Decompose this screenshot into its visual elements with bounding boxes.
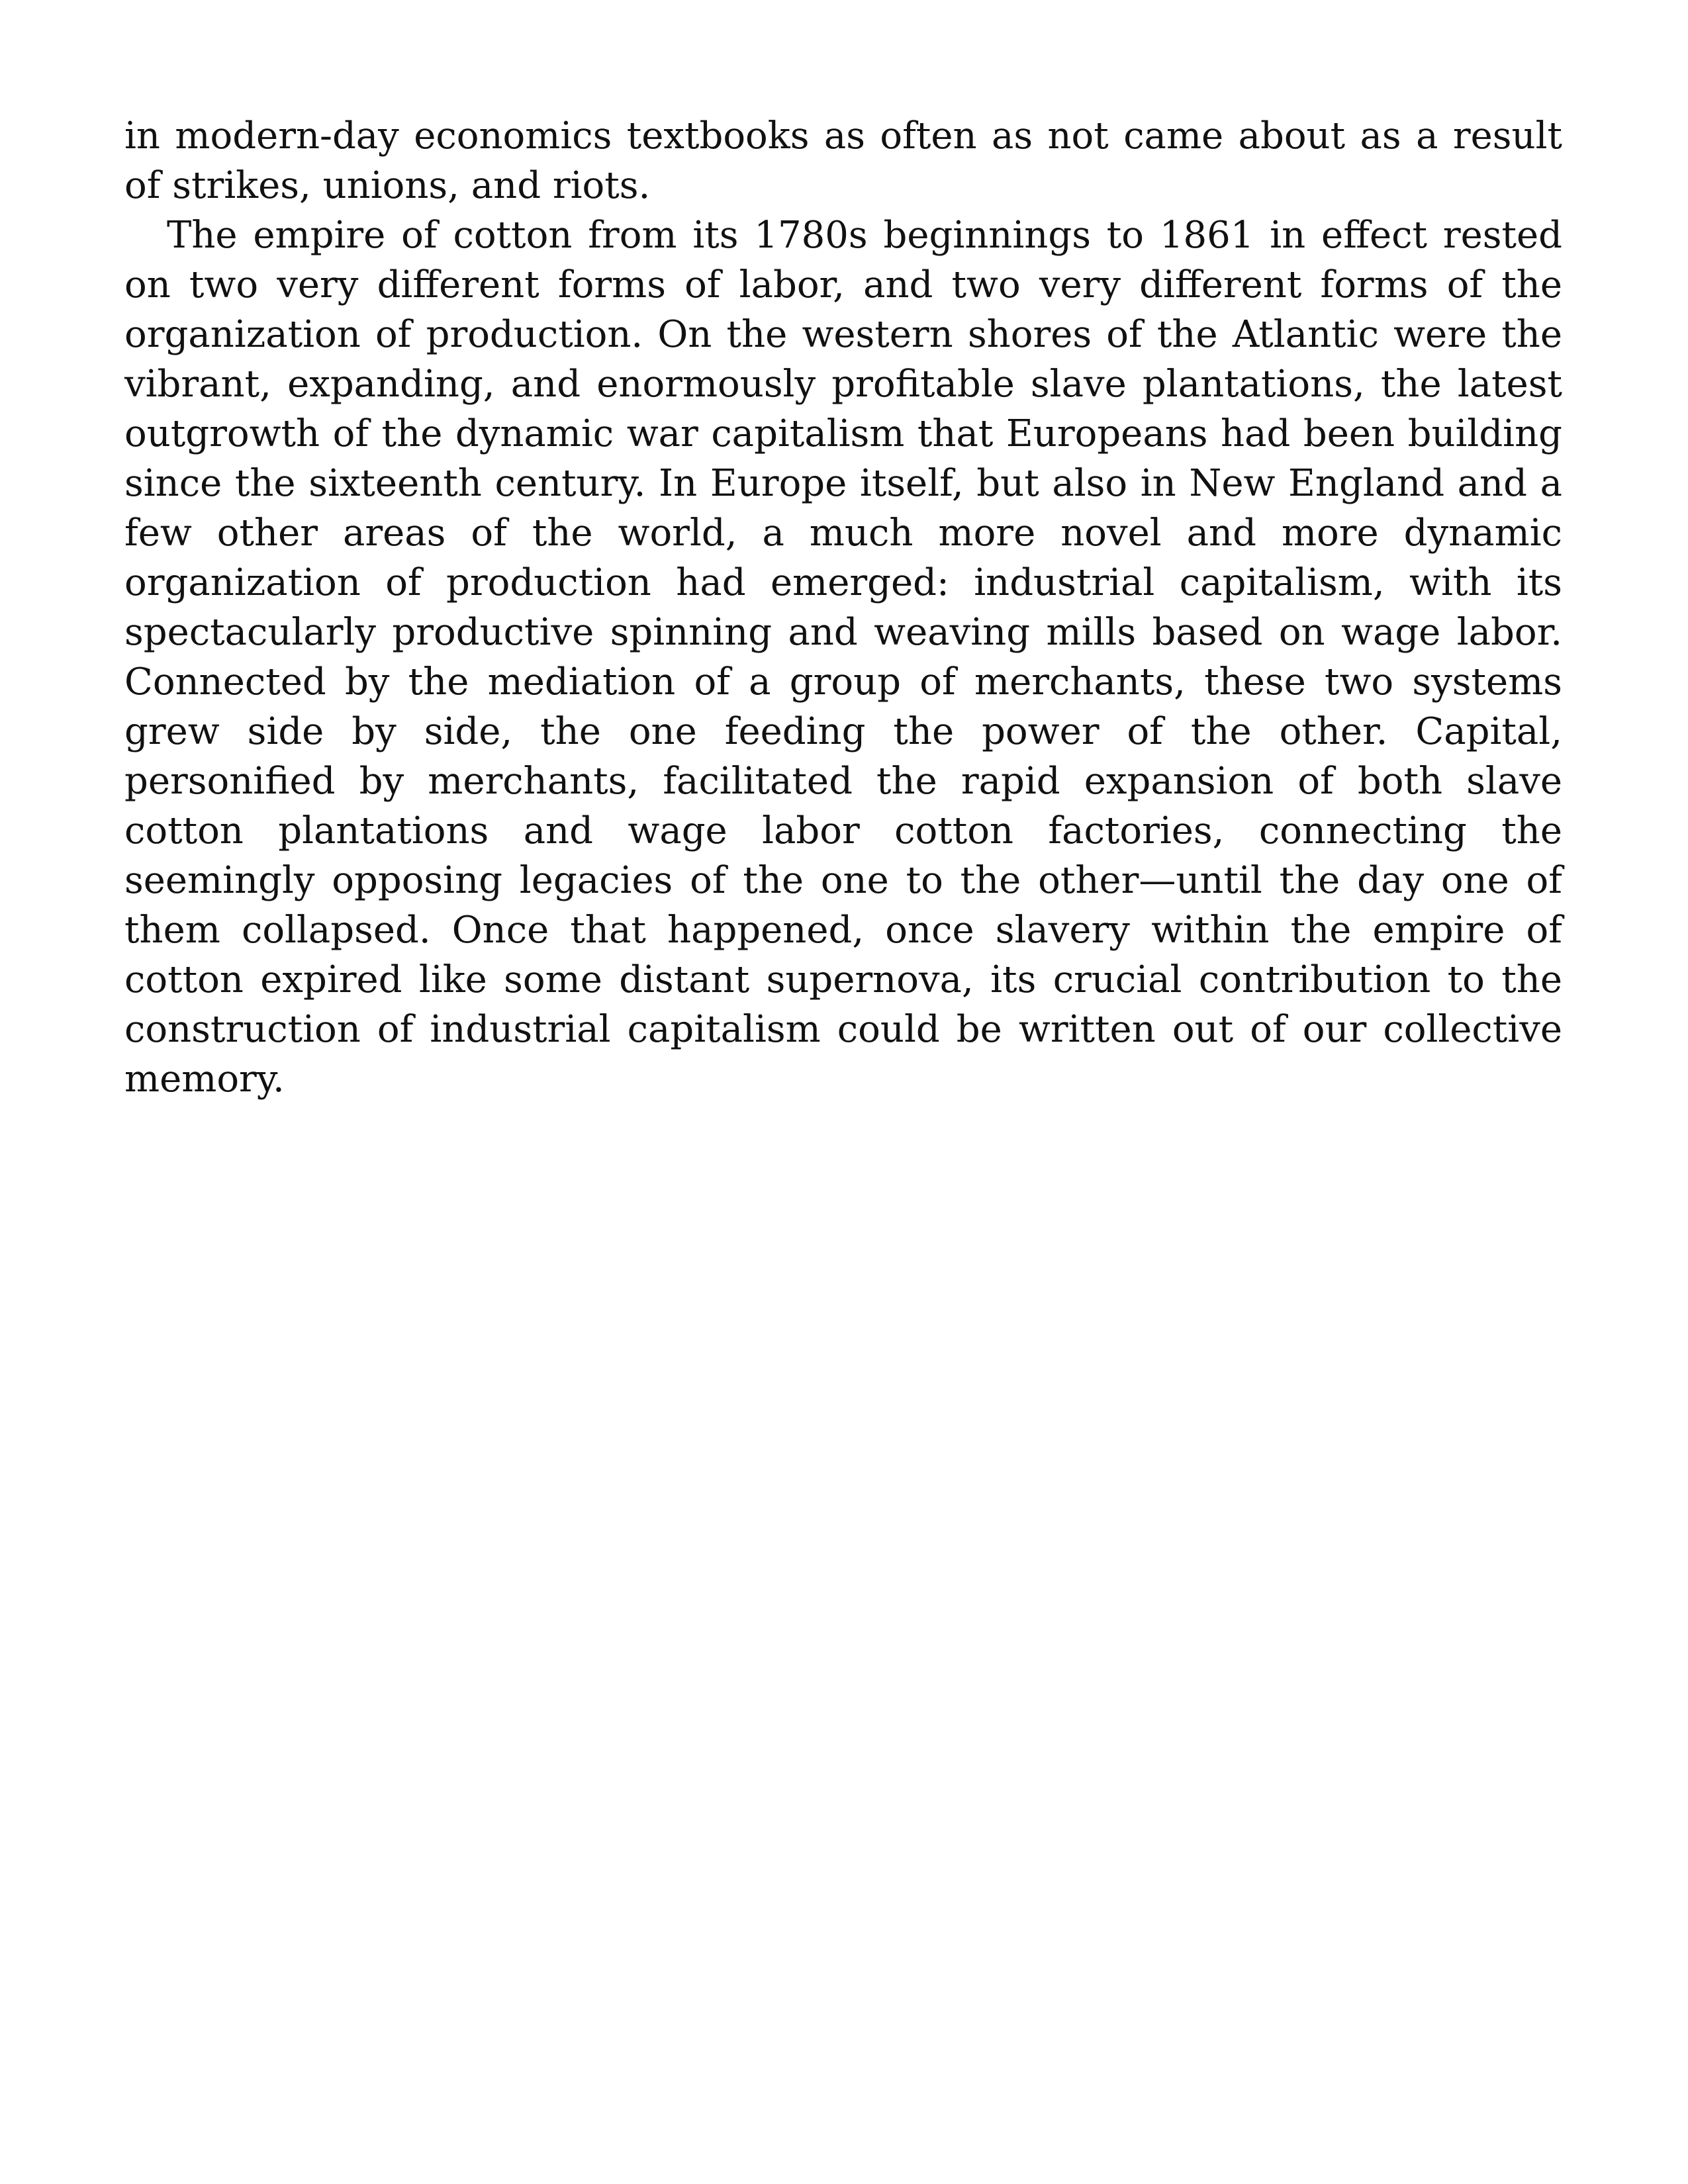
paragraph-continuation: in modern-day economics textbooks as often as not came about as a result of strikes, unions, and riots. [124,114,1562,207]
paragraph-empire-of-cotton: The empire of cotton from its 1780s beginnings to 1861 in effect rested on two very different forms of labor, and two very different forms of the organization of production. On the western shores of the Atlantic were the vibrant, expanding, and enormously profitable slave plantations, the latest outgrowth of the dynamic war capitalism that Europeans had been building since the sixteenth century. In Europe itself, but also in New England and a few other areas of the world, a much more novel and more dynamic organization of production had emerged: industrial capitalism, with its spectacularly productive spinning and weaving mills based on wage labor. Connected by the mediation of a group of merchants, these two systems grew side by side, the one feeding the power of the other. Capital, personified by merchants, facilitated the rapid expansion of both slave cotton plantations and wage labor cotton factories, connecting the seemingly opposing legacies of the one to the other—until the day one of them collapsed. Once that happened, once slavery within the empire of cotton expired like some distant supernova, its crucial contribution to the construction of industrial capitalism could be written out of our collective memory. [124,214,1562,1101]
body-text [124,111,1562,1104]
